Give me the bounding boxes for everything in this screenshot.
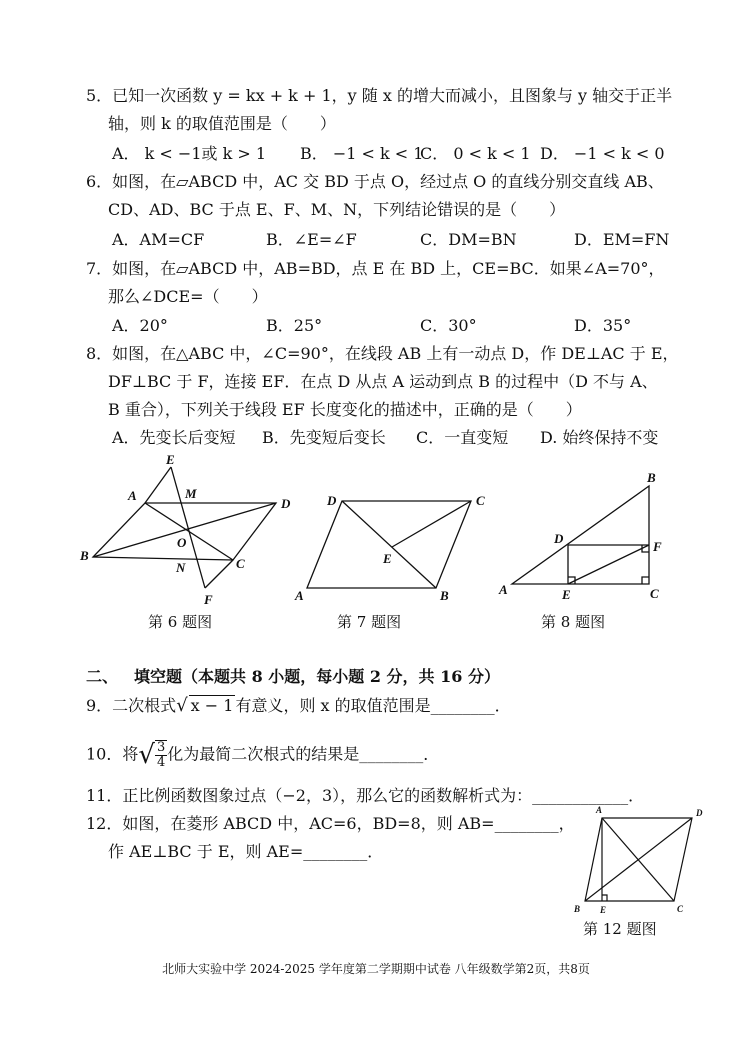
q12-line1: 12．如图，在菱形 ABCD 中，AC=6，BD=8，则 AB=________，	[86, 814, 575, 833]
q8-option-d: D. 始终保持不变	[540, 428, 659, 447]
fig7-label-d: D	[327, 493, 337, 508]
q8-option-b: B．先变短后变长	[262, 428, 386, 447]
q6-option-c: C．DM=BN	[420, 230, 517, 249]
fig6-label-m: M	[185, 486, 197, 501]
q5-line2: 轴，则 k 的取值范围是（ ）	[108, 114, 336, 133]
fig12-label-d: D	[696, 808, 703, 818]
fig6-label-c: C	[236, 556, 245, 571]
fig6-label-n: N	[176, 560, 186, 575]
q10-line: 10．将√ $\frac{3}{4}$ 化为最简二次根式的结果是________．	[86, 740, 440, 770]
fig6-label-d: D	[281, 496, 291, 511]
caption-fig7: 第 7 题图	[337, 613, 402, 631]
q10-denominator: 4	[156, 755, 166, 770]
q6-option-d: D．EM=FN	[574, 230, 670, 249]
q12-line2: 作 AE⊥BC 于 E，则 AE=________．	[108, 842, 384, 861]
q8-line3: B 重合），下列关于线段 EF 长度变化的描述中，正确的是（ ）	[108, 400, 582, 419]
q10-numerator: 3	[156, 740, 166, 755]
fig6-label-f: F	[204, 592, 213, 607]
q7-option-b: B．25°	[266, 316, 323, 335]
q8-option-a: A．先变长后变短	[112, 428, 236, 447]
fig12-label-b: B	[574, 904, 581, 914]
caption-fig12: 第 12 题图	[583, 920, 657, 938]
fig6-label-o: O	[177, 535, 187, 550]
q8-option-c: C．一直变短	[416, 428, 509, 447]
caption-fig8: 第 8 题图	[541, 613, 606, 631]
q10-suffix: 化为最简二次根式的结果是________．	[167, 744, 440, 764]
fig8-label-a: A	[499, 582, 508, 597]
q5-line1: 5．已知一次函数 y = kx + k + 1，y 随 x 的增大而减小，且图象与 y 轴交于正半	[86, 86, 673, 105]
fig7-label-e: E	[383, 551, 392, 566]
q9-line: 9．二次根式√ x − 1 有意义，则 x 的取值范围是________．	[86, 695, 511, 716]
page-footer: 北师大实验中学 2024-2025 学年度第二学期期中试卷 八年级数学第2页，共8页	[162, 962, 590, 976]
q8-line2: DF⊥BC 于 F，连接 EF．在点 D 从点 A 运动到点 B 的过程中（D 不与 A、	[108, 372, 658, 391]
q9-radicand: x − 1	[190, 696, 234, 715]
fig7-label-a: A	[295, 588, 304, 603]
q10-prefix: 10．将	[86, 744, 139, 764]
q7-line1: 7．如图，在▱ABCD 中，AB=BD，点 E 在 BD 上，CE=BC．如果∠A=70°，	[86, 259, 665, 278]
section2-number: 二、	[86, 667, 119, 686]
fig6-label-b: B	[80, 548, 89, 563]
fig7-label-b: B	[440, 588, 449, 603]
q8-line1: 8．如图，在△ABC 中，∠C=90°，在线段 AB 上有一动点 D，作 DE⊥AC 于 E，	[86, 344, 679, 363]
section2-title: 填空题（本题共 8 小题，每小题 2 分，共 16 分）	[134, 667, 500, 686]
fig12-label-e: E	[600, 905, 607, 915]
q6-line2: CD、AD、BC 于点 E、F、M、N，下列结论错误的是（ ）	[108, 200, 566, 219]
q7-option-d: D．35°	[574, 316, 632, 335]
fig8-label-e: E	[562, 587, 571, 602]
q5-option-c: C． 0 < k < 1	[420, 144, 531, 163]
q7-option-c: C．30°	[420, 316, 477, 335]
caption-fig6: 第 6 题图	[148, 613, 213, 631]
q9-prefix: 9．二次根式	[86, 696, 177, 715]
fig12-label-c: C	[677, 904, 684, 914]
q5-option-d: D． −1 < k < 0	[540, 144, 665, 163]
q5-option-a: A． k < −1或 k > 1	[112, 144, 267, 163]
q6-option-a: A．AM=CF	[112, 230, 205, 249]
fig8-label-f: F	[653, 539, 662, 554]
fig8-label-c: C	[650, 586, 659, 601]
q7-line2: 那么∠DCE=（ ）	[108, 287, 268, 306]
q6-line1: 6．如图，在▱ABCD 中，AC 交 BD 于点 O，经过点 O 的直线分别交直线 AB、	[86, 172, 664, 191]
q6-option-b: B．∠E=∠F	[266, 230, 357, 249]
fig8-label-d: D	[554, 531, 564, 546]
q11-line: 11．正比例函数图象过点（−2，3），那么它的函数解析式为：____________．	[86, 786, 645, 805]
fig7-label-c: C	[476, 493, 485, 508]
q9-suffix: 有意义，则 x 的取值范围是________．	[235, 696, 511, 715]
q7-option-a: A．20°	[112, 316, 168, 335]
fig8-label-b: B	[647, 470, 656, 485]
fig6-label-e: E	[166, 452, 175, 467]
fig6-label-a: A	[128, 488, 137, 503]
fig12-label-a: A	[596, 805, 603, 815]
q5-option-b: B． −1 < k < 1	[300, 144, 424, 163]
